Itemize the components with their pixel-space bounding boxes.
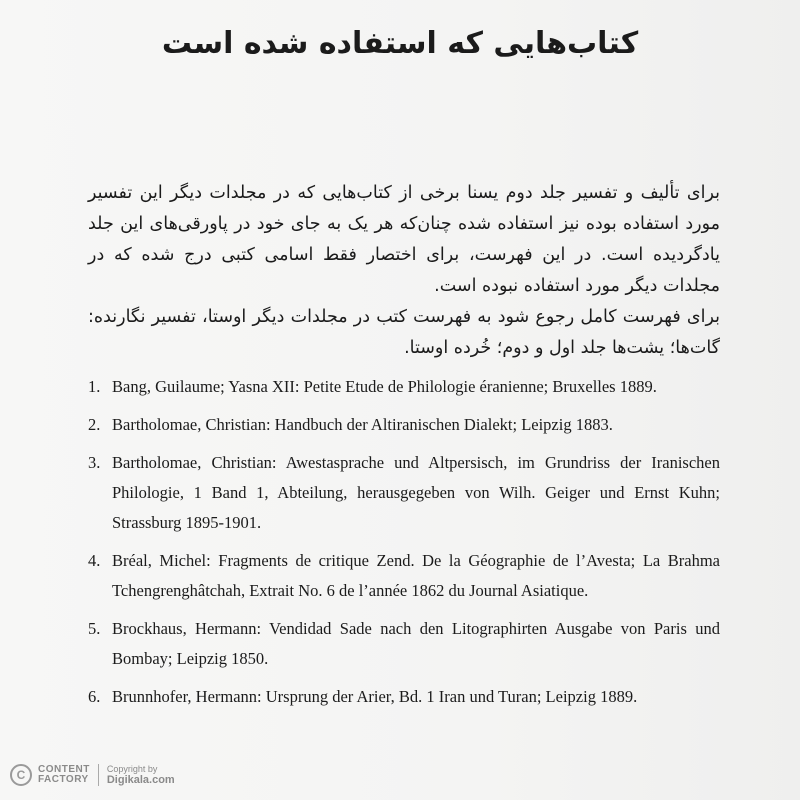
reference-item (88, 546, 720, 606)
logo-wordmark (38, 765, 90, 785)
reference-text: Bartholomae, Christian: Handbuch der Altiranischen Dialekt; Leipzig 1883. (112, 415, 613, 434)
intro-paragraph-1: برای تألیف و تفسیر جلد دوم یسنا برخی از کتاب‌هایی که در مجلدات دیگر این تفسیر مورد استفاده بوده نیز استفاده شده چنان‌که هر یک به جای خود در پاورقی‌های این جلد یادگردیده است. در این فهرست، برای اختصار فقط اسامی کتبی درج شده که در مجلدات دیگر مورد استفاده نبوده است. (88, 183, 720, 296)
reference-item (88, 372, 720, 402)
reference-text: Bréal, Michel: Fragments de critique Zend. De la Géographie de l’Avesta; La Brahma Tchengrenghâtchah, Extrait No. 6 de l’année 1862 du Journal Asiatique. (112, 551, 720, 600)
reference-number: 1. (88, 377, 101, 396)
reference-number: 4. (88, 551, 101, 570)
reference-text: Brockhaus, Hermann: Vendidad Sade nach den Litographirten Ausgabe von Paris und Bombay; Leipzig 1850. (112, 619, 720, 668)
reference-number: 2. (88, 415, 101, 434)
logo-divider (98, 764, 99, 786)
reference-text: Bang, Guilaume; Yasna XII: Petite Etude de Philologie éranienne; Bruxelles 1889. (112, 377, 657, 396)
reference-item (88, 682, 720, 712)
reference-item (88, 448, 720, 538)
reference-number: 5. (88, 619, 101, 638)
copyright-line-1: Copyright by (106, 764, 158, 774)
reference-number: 6. (88, 687, 101, 706)
logo-line-1: CONTENT (38, 764, 90, 775)
reference-text: Bartholomae, Christian: Awestasprache und Altpersisch, im Grundriss der Iranischen Philologie, 1 Band 1, Abteilung, herausgegeben von Wilh. Geiger und Ernst Kuhn; Strassburg 1895-1901. (112, 453, 720, 532)
reference-list (88, 372, 720, 720)
intro-paragraph-2: برای فهرست کامل رجوع شود به فهرست کتب در مجلدات دیگر اوستا، تفسیر نگارنده: گات‌ها؛ یشت‌ها جلد اول و دوم؛ خُرده اوستا. (88, 307, 720, 358)
reference-number: 3. (88, 453, 101, 472)
page-title: کتاب‌هایی که استفاده شده است (161, 26, 639, 61)
reference-item (88, 614, 720, 674)
intro-text (88, 178, 720, 364)
watermark-logo (10, 760, 175, 790)
reference-text: Brunnhofer, Hermann: Ursprung der Arier, Bd. 1 Iran und Turan; Leipzig 1889. (112, 687, 638, 706)
content-factory-icon: C (10, 764, 32, 786)
copyright-line-2: Digikala.com (106, 774, 175, 786)
copyright-notice (107, 764, 175, 786)
logo-line-2: FACTORY (38, 774, 89, 785)
reference-item (88, 410, 720, 440)
